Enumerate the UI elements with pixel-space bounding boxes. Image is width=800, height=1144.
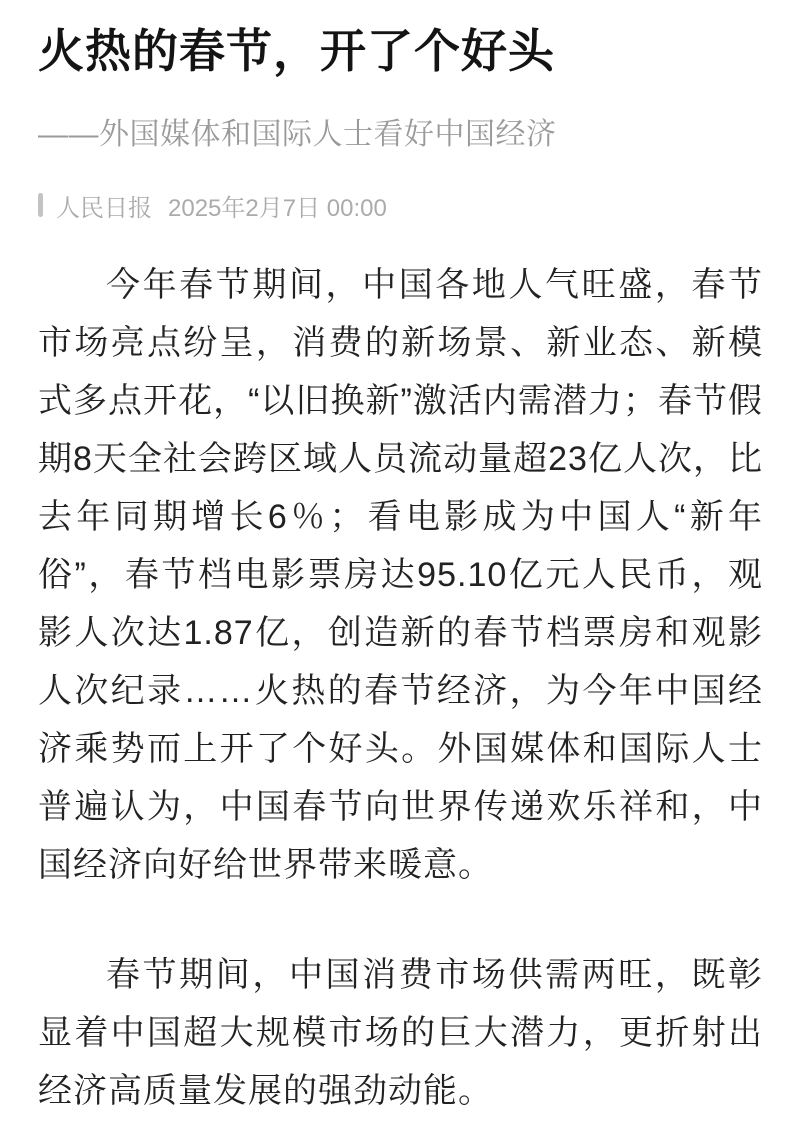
article-title: 火热的春节，开了个好头	[38, 25, 555, 77]
byline-datetime: 2025年2月7日 00:00	[168, 194, 387, 222]
article-body	[38, 256, 763, 1120]
byline	[38, 190, 763, 220]
byline-source: 人民日报	[56, 194, 152, 222]
article-subtitle: ——外国媒体和国际人士看好中国经济	[38, 118, 557, 151]
byline-bar-icon	[38, 193, 43, 217]
article-paragraph: 春节期间，中国消费市场供需两旺，既彰显着中国超大规模市场的巨大潜力，更折射出经济高质量发展的强劲动能。	[38, 956, 763, 1110]
article-paragraph: 今年春节期间，中国各地人气旺盛，春节市场亮点纷呈，消费的新场景、新业态、新模式多点开花，“以旧换新”激活内需潜力；春节假期8天全社会跨区域人员流动量超23亿人次，比去年同期增长6％；看电影成为中国人“新年俗”，春节档电影票房达95.10亿元人民币，观影人次达1.87亿，创造新的春节档票房和观影人次纪录……火热的春节经济，为今年中国经济乘势而上开了个好头。外国媒体和国际人士普遍认为，中国春节向世界传递欢乐祥和，中国经济向好给世界带来暖意。	[38, 266, 763, 884]
